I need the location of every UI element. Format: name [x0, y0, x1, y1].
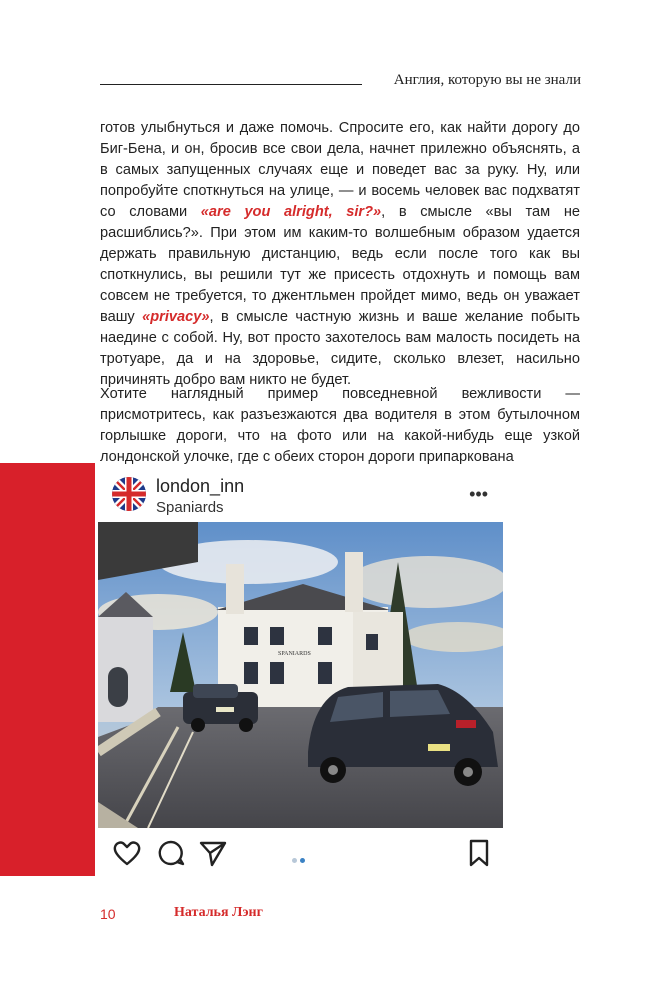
running-title: Англия, которую вы не знали [393, 72, 581, 88]
p1-text-c: , в смысле частную жизнь и ваше желание побыть наедине с собой. Ну, вот просто захотелось вам малость посидеть на тротуаре, да и на здоровье, сидите, сколько влезет, насильно причинять добро вам никто не будет. [100, 309, 581, 388]
p1-emphasis-sir: «are you alright, sir?» [200, 204, 382, 220]
red-side-band [0, 463, 95, 876]
paragraph-2: Хотите наглядный пример повседневной вежливости — присмотритесь, как разъезжаются два водителя в этом бутылочном горлышке дороги, что на фото или на какой-нибудь еще узкой лондонской улочке, где с обеих сторон дороги припаркована [100, 386, 580, 465]
pub-street-photo [98, 522, 503, 828]
carousel-dot[interactable] [292, 858, 297, 863]
page-number: 10 [100, 906, 116, 922]
p1-emphasis-privacy: «privacy» [142, 309, 210, 325]
pub-sign: SPANIARDS [278, 651, 311, 657]
post-username[interactable]: london_inn [156, 476, 245, 496]
post-location[interactable]: Spaniards [156, 499, 224, 516]
p1-text-a: готов улыбнуться и даже помочь. Спросите его, как найти дорогу до Биг-Бена, и он, бросив все свои дела, начнет прилежно объяснять, а в самых запущенных случаях еще и поведет вас за руку. Ну, или попробуйте споткнуться на улице, — и восемь человек вас подхватят со словами [100, 120, 580, 220]
share-icon[interactable] [198, 838, 228, 868]
carousel-dot-active[interactable] [300, 858, 305, 863]
comment-icon[interactable] [156, 838, 186, 868]
p1-text-b: , в смысле «вы там не расшиблись?». При этом им каким-то волшебным образом удается держать правильную дистанцию, ведь если после того как вы споткнулись, вы решили тут же присесть отдохнуть и помощь вам совсем не требуется, то джентльмен пройдет мимо, ведь он уважает вашу [100, 204, 580, 325]
bookmark-icon[interactable] [464, 838, 494, 868]
post-actions [112, 838, 492, 868]
avatar-uk-flag[interactable] [112, 477, 146, 511]
paragraph-1 [100, 118, 580, 391]
post-header [112, 476, 502, 520]
uk-flag-icon [112, 477, 146, 511]
carousel-indicator [292, 850, 308, 868]
author-name: Наталья Лэнг [174, 905, 263, 920]
post-photo [98, 522, 503, 828]
more-options-icon[interactable]: ••• [469, 484, 488, 504]
header-rule [100, 84, 362, 85]
heart-icon[interactable] [112, 838, 142, 868]
